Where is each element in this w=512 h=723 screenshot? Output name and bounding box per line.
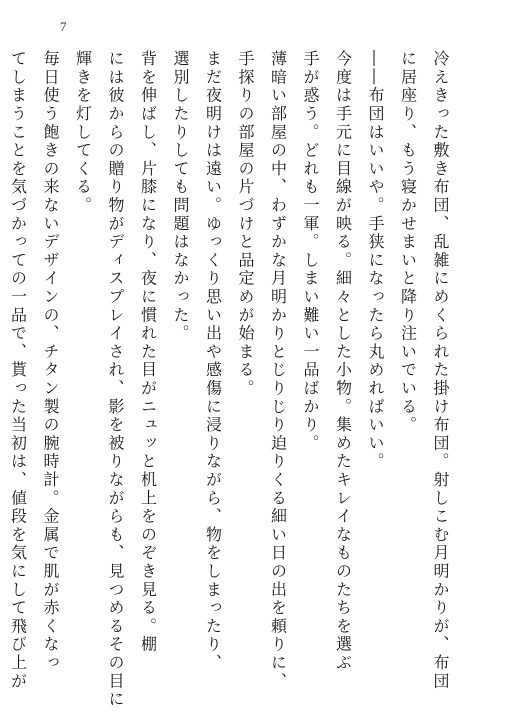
text-line: 選別したりしても問題はなかった。 xyxy=(171,50,190,343)
vertical-text-body xyxy=(1,50,456,709)
text-line: てしまうことを気づかっての一品で、貰った当初は、値段を気にして飛び上が xyxy=(8,50,28,691)
text-line: 手探りの部屋の片づけと品定めが始まる。 xyxy=(236,50,255,398)
text-line: 薄暗い部屋の中、わずかな月明かりとじりじり迫りくる細い日の出を頼りに、 xyxy=(268,50,288,691)
text-line: 冷えきった敷き布団、乱雑にめくられた掛け布団。射しこむ月明かりが、布団 xyxy=(431,50,450,691)
text-line: 背を伸ばし、片膝になり、夜に慣れた目がニュッと机上をのぞき見る。棚 xyxy=(138,50,158,654)
text-line: に居座り、もう寝かせまいと降り注いでいる。 xyxy=(398,50,418,435)
page-number: 7 xyxy=(60,19,67,34)
text-line: ――布団はいいや。手狭になったら丸めればいい。 xyxy=(366,50,385,471)
text-line: 今度は手元に目線が映る。細々とした小物。集めたキレイなものたちを選ぶ xyxy=(333,50,353,673)
text-line: 手が惑う。どれも一軍。しまい難い一品ばかり。 xyxy=(301,50,320,453)
text-line: まだ夜明けは遠い。ゆっくり思い出や感傷に浸りながら、物をしまったり、 xyxy=(203,50,223,673)
text-line: 輝きを灯してくる。 xyxy=(73,50,93,215)
text-line: には彼からの贈り物がディスプレイされ、影を被りながらも、見つめるその目に xyxy=(106,50,125,709)
text-line: 毎日使う飽きの来ないデザインの、チタン製の腕時計。金属で肌が赤くなっ xyxy=(41,50,60,673)
